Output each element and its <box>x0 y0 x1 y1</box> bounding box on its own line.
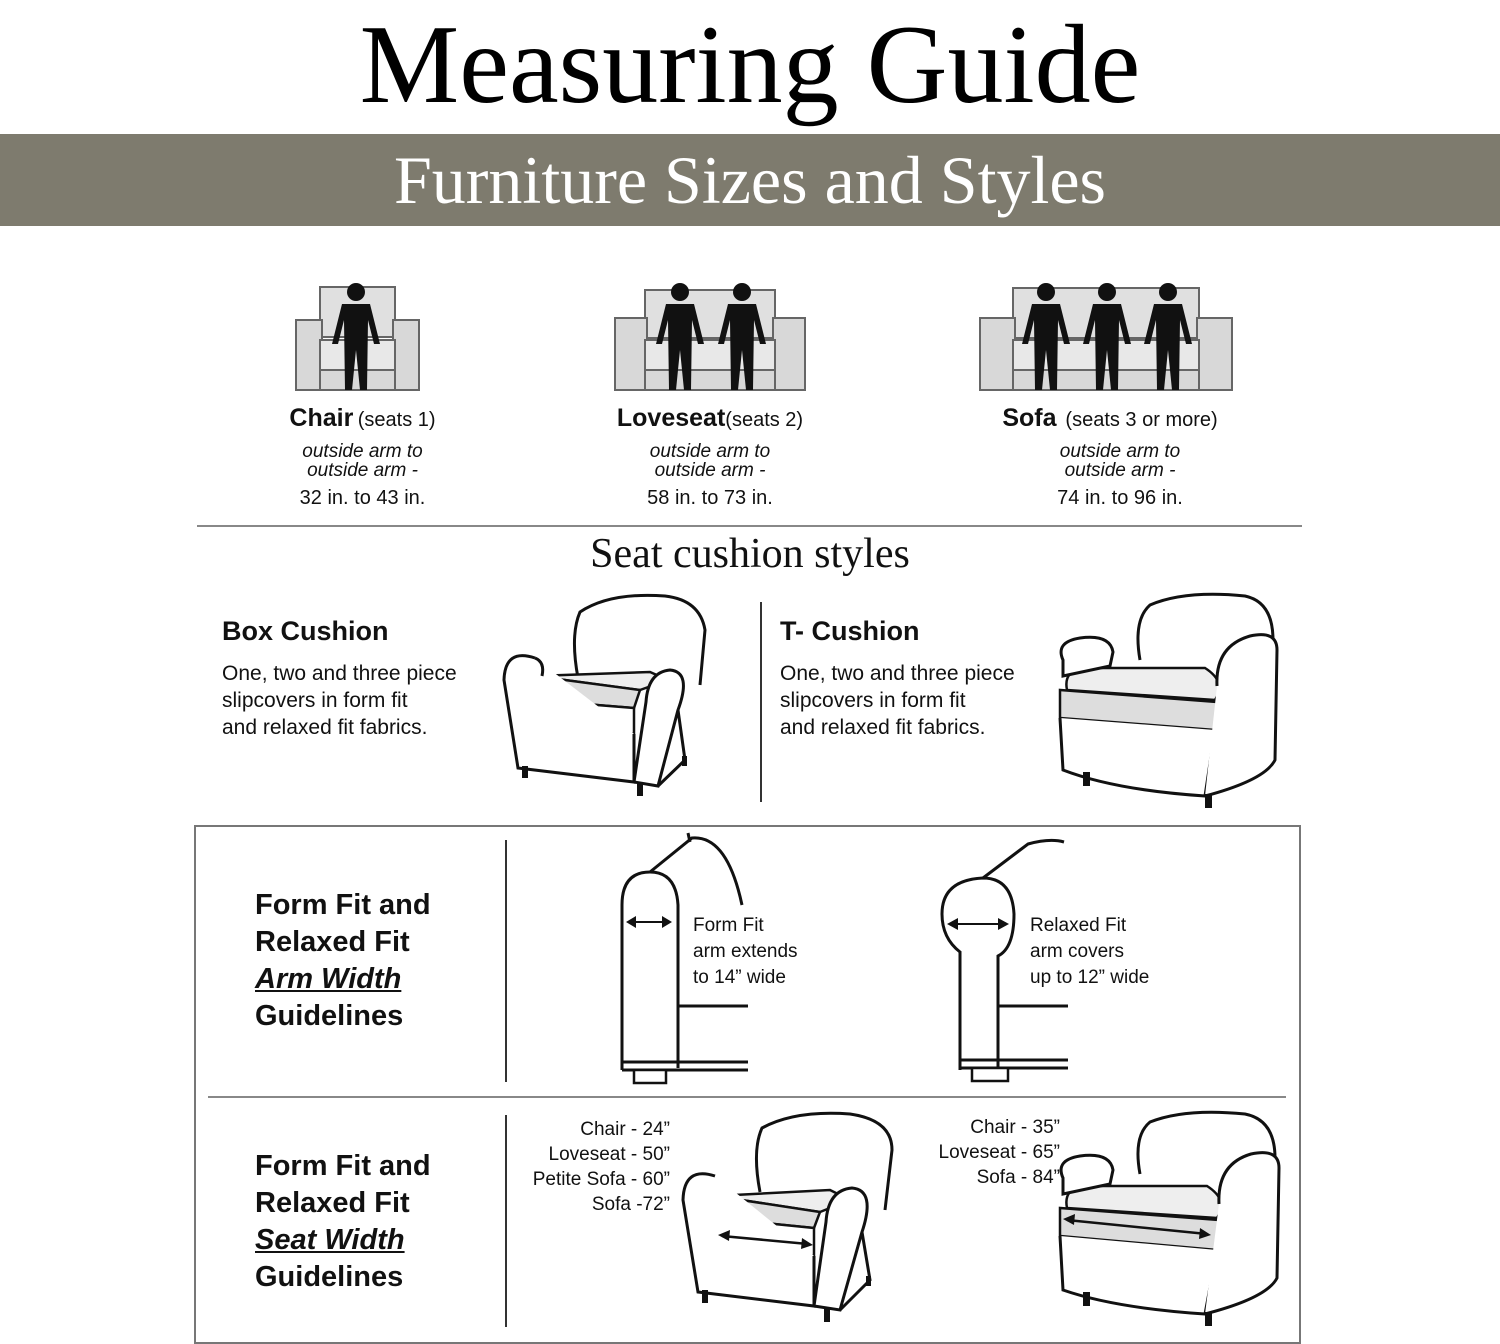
relaxed-fit-arm-note-2: arm covers <box>1030 941 1124 962</box>
banner-title: Furniture Sizes and Styles <box>393 142 1107 218</box>
form-fit-size-sofa: Sofa -72” <box>591 1194 670 1215</box>
size-chair-desc-2: outside arm - <box>307 460 418 481</box>
size-loveseat-range: 58 in. to 73 in. <box>647 487 773 509</box>
relaxed-fit-arm-note-1: Relaxed Fit <box>1030 915 1127 936</box>
relaxed-fit-size-sofa: Sofa - 84” <box>976 1167 1060 1188</box>
size-chair-range: 32 in. to 43 in. <box>299 487 426 509</box>
size-sofa-desc-1: outside arm to <box>1059 441 1181 462</box>
seat-guide-label: Form Fit and Relaxed Fit Seat Width Guidelines <box>255 1150 431 1293</box>
arm-row-divider <box>505 840 507 1082</box>
relaxed-fit-size-chair: Chair - 35” <box>970 1117 1060 1138</box>
relaxed-fit-size-loveseat: Loveseat - 65” <box>938 1142 1060 1163</box>
form-fit-arm-note-3: to 14” wide <box>693 967 786 988</box>
size-sofa-range: 74 in. to 96 in. <box>1057 487 1183 509</box>
box-cushion-chair-illustration <box>500 590 715 800</box>
form-fit-seat-sizes <box>490 1117 670 1217</box>
relaxed-fit-seat-chair-illustration <box>1055 1108 1285 1328</box>
size-sofa-desc-2: outside arm - <box>1064 460 1176 481</box>
relaxed-fit-seat-sizes <box>880 1115 1060 1190</box>
t-cushion-desc-1: One, two and three piece <box>780 662 1015 685</box>
loveseat-size-illustration <box>610 282 810 397</box>
form-fit-size-petite-sofa: Petite Sofa - 60” <box>532 1169 670 1190</box>
t-cushion-desc-2: slipcovers in form fit <box>780 689 966 712</box>
t-cushion-chair-illustration <box>1055 590 1285 810</box>
section-title: Seat cushion styles <box>590 531 910 577</box>
divider <box>197 525 1302 527</box>
box-cushion-title: Box Cushion <box>222 616 389 646</box>
size-sofa-heading: Sofa (seats 3 or more) <box>1002 404 1218 432</box>
form-fit-arm-note-2: arm extends <box>693 941 798 962</box>
size-chair-desc-1: outside arm to <box>302 441 423 462</box>
box-cushion-desc-3: and relaxed fit fabrics. <box>222 716 428 739</box>
size-loveseat-heading: Loveseat(seats 2) <box>616 404 804 432</box>
guidelines-row-divider <box>208 1096 1286 1098</box>
form-fit-size-chair: Chair - 24” <box>580 1119 670 1140</box>
sofa-size-illustration <box>975 282 1237 397</box>
size-chair-heading: Chair (seats 1) <box>289 404 436 432</box>
box-cushion-desc-1: One, two and three piece <box>222 662 457 685</box>
chair-size-illustration <box>290 282 425 397</box>
size-loveseat-desc-2: outside arm - <box>654 460 766 481</box>
page-title: Measuring Guide <box>359 3 1141 127</box>
box-cushion-desc-2: slipcovers in form fit <box>222 689 408 712</box>
t-cushion-title: T- Cushion <box>780 616 920 646</box>
form-fit-size-loveseat: Loveseat - 50” <box>548 1144 670 1165</box>
form-fit-seat-chair-illustration <box>680 1110 900 1328</box>
relaxed-fit-arm-note-3: up to 12” wide <box>1030 967 1150 988</box>
form-fit-arm-note-1: Form Fit <box>693 915 764 936</box>
arm-guide-label: Form Fit and Relaxed Fit Arm Width Guidelines <box>255 889 431 1032</box>
size-loveseat-desc-1: outside arm to <box>649 441 771 462</box>
cushion-divider <box>760 602 762 802</box>
t-cushion-desc-3: and relaxed fit fabrics. <box>780 716 986 739</box>
